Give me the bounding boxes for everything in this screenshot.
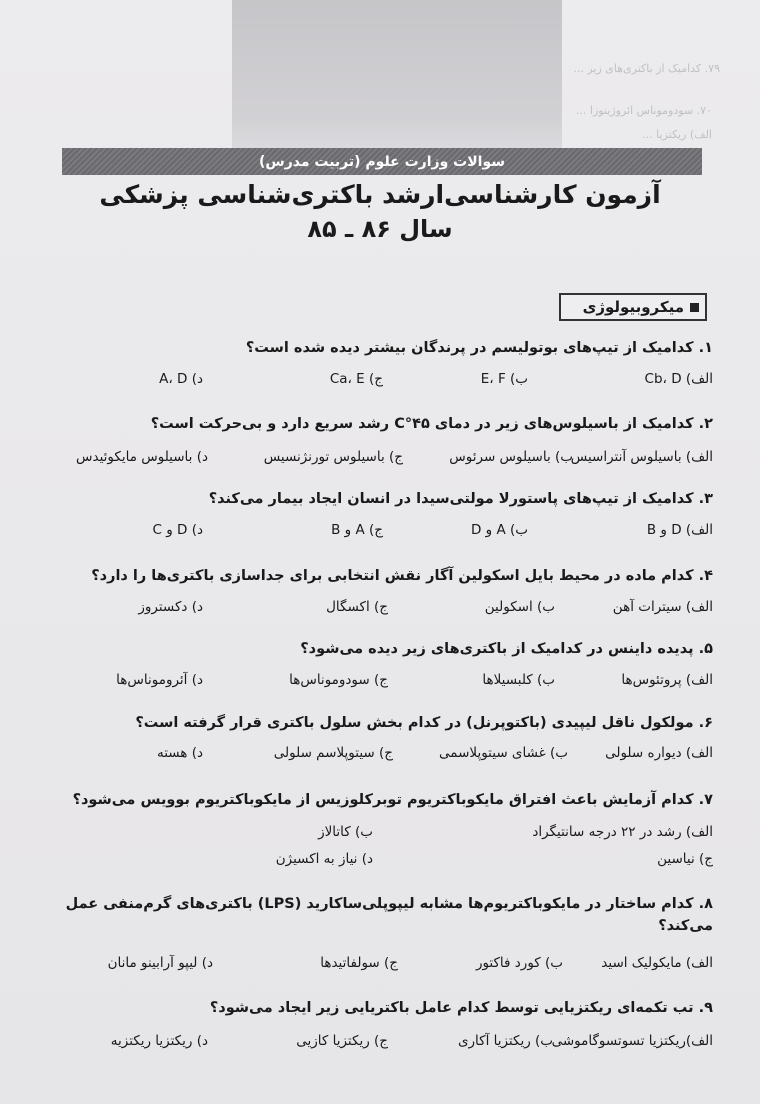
- option-c[interactable]: ج) ریکتزیا کازیی: [296, 1033, 388, 1049]
- answer-row-4: [48, 599, 713, 623]
- option-b[interactable]: ب) کورد فاکتور: [475, 955, 563, 971]
- question-6: ۶. مولکول ناقل لیپیدی (باکتوپرنل) در کدام بخش سلول باکتری قرار گرفته است؟: [135, 715, 713, 731]
- answer-row-2: [48, 449, 713, 473]
- option-a[interactable]: الف) مایکولیک اسید: [601, 955, 713, 971]
- option-c[interactable]: ج) نیاسین: [657, 851, 713, 867]
- option-b[interactable]: ب) ریکتزیا آکاری: [457, 1033, 553, 1049]
- answer-row-6: [48, 745, 713, 769]
- option-c[interactable]: ج) باسیلوس تورنژنسیس: [263, 449, 403, 465]
- answer-row-5: [48, 672, 713, 696]
- scan-shadow: [232, 0, 562, 148]
- square-bullet-icon: [690, 303, 699, 312]
- option-a[interactable]: الف) رشد در ۲۲ درجه سانتیگراد: [532, 824, 713, 840]
- answer-row-8: [48, 955, 713, 979]
- option-a[interactable]: الف) پروتئوس‌ها: [621, 672, 713, 688]
- option-a[interactable]: الف)ریکتزیا تسوتسوگاموشی: [551, 1033, 713, 1049]
- option-b[interactable]: ب) E، F: [480, 371, 528, 387]
- option-c[interactable]: ج) اکسگال: [326, 599, 388, 615]
- exam-year: سال ۸۶ ـ ۸۵: [307, 215, 453, 243]
- option-b[interactable]: ب) کلبسیلاها: [482, 672, 555, 688]
- option-d[interactable]: د) لیپو آرابینو مانان: [107, 955, 213, 971]
- question-9: ۹. تب تکمه‌ای ریکتزیایی توسط کدام عامل باکتریایی زیر ایجاد می‌شود؟: [209, 1000, 713, 1016]
- option-b[interactable]: ب) باسیلوس سرئوس: [449, 449, 573, 465]
- option-b[interactable]: ب) غشای سیتوپلاسمی: [439, 745, 568, 761]
- question-5: ۵. پدیده داینس در کدامیک از باکتری‌های زیر دیده می‌شود؟: [300, 641, 713, 657]
- option-b[interactable]: ب) کاتالاز: [318, 824, 373, 840]
- option-c[interactable]: ج) سیتوپلاسم سلولی: [273, 745, 393, 761]
- option-c[interactable]: ج) سولفاتیدها: [320, 955, 398, 971]
- option-d[interactable]: د) دکستروز: [138, 599, 203, 615]
- option-d[interactable]: د) نیاز به اکسیژن: [275, 851, 373, 867]
- question-3: ۳. کدامیک از تیپ‌های پاستورلا مولتی‌سیدا در انسان ایجاد بیمار می‌کند؟: [208, 491, 713, 507]
- option-a[interactable]: الف) C‌b، D: [644, 371, 713, 387]
- answer-row-1: [48, 371, 713, 395]
- bleed-through: ۷۹. کدامیک از باکتری‌های زیر ...: [573, 62, 720, 75]
- option-b[interactable]: ب) اسکولین: [484, 599, 555, 615]
- answer-row-9: [48, 1033, 713, 1057]
- option-d[interactable]: د) آئروموناس‌ها: [116, 672, 203, 688]
- option-d[interactable]: د) ریکتزیا ریکتزیه: [110, 1033, 208, 1049]
- option-d[interactable]: د) هسته: [156, 745, 203, 761]
- question-7: ۷. کدام آزمایش باعث افتراق مایکوباکتریوم توبرکلوزیس از مایکوباکتریوم بوویس می‌شود؟: [72, 792, 713, 808]
- option-a[interactable]: الف) باسیلوس آنتراسیس: [570, 449, 713, 465]
- page-title: آزمون کارشناسی‌ارشد باکتری‌شناسی پزشکی: [99, 180, 661, 209]
- option-d[interactable]: د) A، D: [159, 371, 203, 387]
- section-heading: [559, 293, 707, 321]
- option-a[interactable]: الف) سیترات آهن: [612, 599, 713, 615]
- section-label: میکروبیولوژی: [582, 298, 684, 316]
- question-1: ۱. کدامیک از تیپ‌های بوتولیسم در پرندگان بیشتر دیده شده است؟: [245, 340, 713, 356]
- option-c[interactable]: ج) سودوموناس‌ها: [289, 672, 388, 688]
- answer-row-3: [48, 522, 713, 546]
- bleed-through: ۷۰. سودوموناس ائروژینوزا ...: [575, 104, 712, 117]
- answer-row-7a: [48, 824, 713, 848]
- option-a[interactable]: الف) D و B: [646, 522, 713, 538]
- option-d[interactable]: د) D و C: [152, 522, 203, 538]
- option-d[interactable]: د) باسیلوس مایکوئیدس: [76, 449, 208, 465]
- option-a[interactable]: الف) دیواره سلولی: [605, 745, 713, 761]
- bleed-through: الف) ریکتزیا ...: [642, 128, 712, 141]
- header-band: [62, 148, 702, 175]
- answer-row-7b: [48, 851, 713, 875]
- option-b[interactable]: ب) A و D: [470, 522, 528, 538]
- question-8: ۸. کدام ساختار در مایکوباکتریوم‌ها مشابه لیپوپلی‌ساکارید (LPS) باکتری‌های گرم‌منفی عمل می‌کند؟: [65, 896, 713, 934]
- option-c[interactable]: ج) C‌a، E: [329, 371, 383, 387]
- question-4: ۴. کدام ماده در محیط بایل اسکولین آگار نقش انتخابی برای جداسازی باکتری‌ها را دارد؟: [91, 568, 713, 584]
- question-2: ۲. کدامیک از باسیلوس‌های زیر در دمای ۴۵°C رشد سریع دارد و بی‌حرکت است؟: [150, 416, 713, 432]
- option-c[interactable]: ج) A و B: [331, 522, 383, 538]
- header-band-text: سوالات وزارت علوم (تربیت مدرس): [258, 153, 506, 170]
